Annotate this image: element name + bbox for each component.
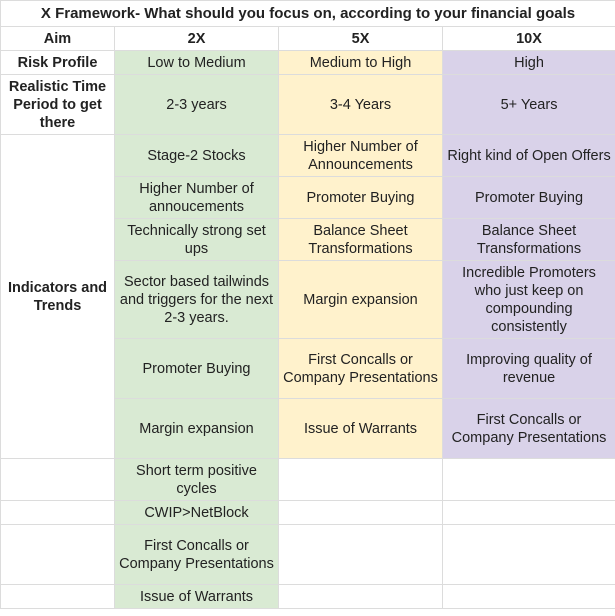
indicator-2x-cell[interactable]: Margin expansion bbox=[115, 399, 279, 459]
empty-cell[interactable] bbox=[1, 459, 115, 501]
indicator-2x-cell[interactable]: Issue of Warrants bbox=[115, 585, 279, 609]
empty-cell[interactable] bbox=[443, 585, 615, 609]
indicator-5x-cell[interactable]: Margin expansion bbox=[279, 261, 443, 339]
indicator-5x-cell[interactable]: Issue of Warrants bbox=[279, 399, 443, 459]
aim-label[interactable]: Aim bbox=[1, 27, 115, 51]
indicator-2x-cell[interactable]: Short term positive cycles bbox=[115, 459, 279, 501]
indicator-5x-cell[interactable]: Balance Sheet Transformations bbox=[279, 219, 443, 261]
time-period-5x[interactable]: 3-4 Years bbox=[279, 75, 443, 135]
empty-cell[interactable] bbox=[1, 585, 115, 609]
indicator-2x-cell[interactable]: Stage-2 Stocks bbox=[115, 135, 279, 177]
indicator-2x-cell[interactable]: CWIP>NetBlock bbox=[115, 501, 279, 525]
indicator-row bbox=[1, 135, 615, 177]
sheet-title[interactable]: X Framework- What should you focus on, according to your financial goals bbox=[1, 1, 615, 27]
indicator-10x-cell[interactable]: Right kind of Open Offers bbox=[443, 135, 615, 177]
indicators-label[interactable]: Indicators and Trends bbox=[1, 135, 115, 459]
empty-cell[interactable] bbox=[279, 501, 443, 525]
indicator-5x-cell[interactable]: Higher Number of Announcements bbox=[279, 135, 443, 177]
empty-cell[interactable] bbox=[279, 585, 443, 609]
indicator-row bbox=[1, 501, 615, 525]
indicator-row bbox=[1, 525, 615, 585]
indicator-2x-cell[interactable]: Higher Number of annoucements bbox=[115, 177, 279, 219]
indicator-10x-cell[interactable]: Balance Sheet Transformations bbox=[443, 219, 615, 261]
aim-row bbox=[1, 27, 615, 51]
indicator-10x-cell[interactable]: First Concalls or Company Presentations bbox=[443, 399, 615, 459]
empty-cell[interactable] bbox=[443, 525, 615, 585]
col-header-5x[interactable]: 5X bbox=[279, 27, 443, 51]
col-header-10x[interactable]: 10X bbox=[443, 27, 615, 51]
indicator-2x-cell[interactable]: Sector based tailwinds and triggers for the next 2-3 years. bbox=[115, 261, 279, 339]
indicator-10x-cell[interactable]: Incredible Promoters who just keep on compounding consistently bbox=[443, 261, 615, 339]
indicator-2x-cell[interactable]: Technically strong set ups bbox=[115, 219, 279, 261]
time-period-10x[interactable]: 5+ Years bbox=[443, 75, 615, 135]
indicator-row bbox=[1, 585, 615, 609]
time-period-2x[interactable]: 2-3 years bbox=[115, 75, 279, 135]
empty-cell[interactable] bbox=[279, 459, 443, 501]
empty-cell[interactable] bbox=[443, 459, 615, 501]
time-period-row bbox=[1, 75, 615, 135]
empty-cell[interactable] bbox=[1, 501, 115, 525]
col-header-2x[interactable]: 2X bbox=[115, 27, 279, 51]
indicator-row bbox=[1, 459, 615, 501]
indicator-2x-cell[interactable]: Promoter Buying bbox=[115, 339, 279, 399]
empty-cell[interactable] bbox=[1, 525, 115, 585]
indicator-5x-cell[interactable]: Promoter Buying bbox=[279, 177, 443, 219]
empty-cell[interactable] bbox=[443, 501, 615, 525]
risk-profile-10x[interactable]: High bbox=[443, 51, 615, 75]
empty-cell[interactable] bbox=[279, 525, 443, 585]
title-row bbox=[1, 1, 615, 27]
risk-profile-5x[interactable]: Medium to High bbox=[279, 51, 443, 75]
indicator-10x-cell[interactable]: Promoter Buying bbox=[443, 177, 615, 219]
risk-profile-label[interactable]: Risk Profile bbox=[1, 51, 115, 75]
indicator-2x-cell[interactable]: First Concalls or Company Presentations bbox=[115, 525, 279, 585]
time-period-label[interactable]: Realistic Time Period to get there bbox=[1, 75, 115, 135]
risk-profile-2x[interactable]: Low to Medium bbox=[115, 51, 279, 75]
risk-profile-row bbox=[1, 51, 615, 75]
indicator-5x-cell[interactable]: First Concalls or Company Presentations bbox=[279, 339, 443, 399]
indicator-10x-cell[interactable]: Improving quality of revenue bbox=[443, 339, 615, 399]
